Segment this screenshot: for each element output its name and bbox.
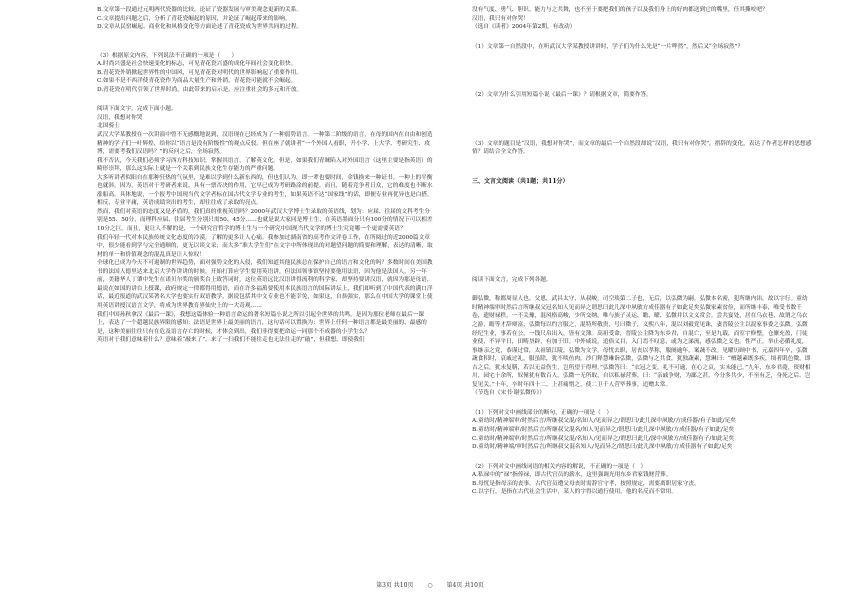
right-page-number: 第4页 共10页 [446, 582, 484, 589]
classical-text: 御弘微，称都周显人也。父恩，武昌太守，从叔峻，司空琰第二子也，无后，以弘微为嗣。弘微本名密，犯所继内讳，故以字行。童幼时精神端审时然后言所继叔父冠名知人见而异之谓思曰此儿深中夙敏方成佳器有子如此足矣弘微家素贫俭，而所继丰泰，唯受书数千卷，遗财禄秩，一不关豫，混风格高峻，少所交纳，唯与族子灵运、瞻、曜、弘微并以文义赏会。尝共宴处，居在乌衣巷，故谓之乌衣之游，瞻等才辞辩富，弘微每以约言服之，混特所敬贵，号曰微子，义熙八年，混以刘毅党见诛，妻晋陵公主以混家事委之弘微。弘微经纪生业，事若在公，一钱尺帛出入，皆有文簿。高祖受命，晋陵公主降为东乡君，自混亡，至是九载，而室宇修整，仓廪充盈，门徒业使，不异平日，田畴垦辟，有加于旧。中外咸说，追俗义目，入门焉不叹息，或为之涕流，感弘微之义也。性严正，举止必循礼度，事继亲之党，恭谨过常，太祖镇江陵，弘微为文学。母忧去职，居丧以孝称，服阕逾年，案蔬不改。见曜历顾中书，元嘉四年卒，弘微蔬食积时，哀戚过礼，服虽除，犹不啖鱼肉。沙门释慧琳诣弘微，弘微与之共食，犹独蔬素，慧琳曰：“檀越素既多疾，顷者肌色微，即吉之后，犹未复膳，若以无益伤生，岂所望于得理。”弘微答曰：“衣冠之变，礼不可逾，在心之哀，实未能已。”九年，东乡君薨，资财相川，园宅十余所，奴僮犹有数百人。弘微一无所取，自以私禄营葬。曰：“亲戚争财，为鄙之甚，今分多共少，不至有乏，身死之后，岂复见关。”十年，卒时年四十二。上甚痛惜之，使二卫千人营毕葬事，追赠太常。 [472, 296, 811, 388]
page-footer [0, 580, 860, 589]
classical-q1-option-d: D.童幼时/精神端/审时然后言/所继叔父混名知人/见而异之/谓思曰/此儿深中夙敏/方成佳器有子如此/足矣 [472, 444, 733, 451]
story-paragraph: 我们年轻一代对本民族传统文化态度的冷漠，了解的更多让人心痛。我参加过湖南省的高考作文评卷工作，在所阅过的近2000篇文章中，很少能看到学与完全通顺的，更无以谈文采；而大多“准大学生们”在文字中所体现出的对题望问题的简要和理解，表达的清晰，取材的单一和价值观念的混乱真是让人惊叹！ [97, 234, 433, 258]
option-d: D.文章从民窑崛起、商业化和风格变化等方面论述了青花瓷成为世界共同的过程。 [97, 24, 303, 31]
option-b: B.文章第一段通过元明两代瓷器的比较，论证了瓷器发展与审美观念更新的关系。 [97, 7, 303, 13]
q3-option-d: D.青花瓷在明代引领了世界时尚，由此带来的启示是，应注重社会的多元和开放。 [97, 86, 303, 93]
story-paragraph: 我不否认，今天我们必须学习西方科技知识，掌握其语言，了解英文化。但是，如果我们青睐陷入对外国语言（这里主要是指英语）的畸形崇拜，那么这实际上就是一个关系到民族文化生存能力的严重问题。 [97, 157, 433, 173]
classical-q1-option-c: C.童幼时/精神端审/时然后言/所继叔父混/名知人/见而异之/谓思曰此儿/深中夙敏方/成佳器有子/如此足矣 [472, 435, 735, 442]
story-paragraph: 我们中国孙秋拿汉《最后一课》，我想这篇体验一种语言命运的著名短篇小说之所以引起全世界的共鸣，是因为那位老师在最后一课上，表达了一个超越民族界限的感知：法语是世界上最美丽的语言，这句话可以置换为：世界上任何一种语言都是最美丽的、最感的是，这种美丽往往只有在危及语言存亡的时候，才体会到出，我们非得要把命运一同那个不成器的小学生么？ [97, 311, 427, 335]
story-end: 汉语，我只有对你哭！ [472, 15, 529, 22]
classical-q2-option-a: A.私禄中的“禄”指俸禄，即古代官员的薪水，这里强调光用东乡君家钱财营葬。 [472, 472, 672, 479]
classical-q1-option-b: B.童幼时/精神端审/时然后言/所继叔父混名/知人见而异之/谓思曰/此儿深中夙敏/方成佳器/有子如此/足矣 [472, 427, 735, 434]
left-page-number: 第3页 共10页 [376, 582, 414, 589]
q3-stem: （3）根据原文内容，下列说法不正确的一项是（ ） [97, 52, 238, 59]
reading-intro: 阅读下面文字，完成下面小题。 [97, 106, 177, 113]
story-paragraph: 全球化已成为今天不可遏制的世界趋势，面对强势文化的入侵，我们知道其他民族总在保护自己的语言和文化的吗？多数时间在美国教书的法国人德里达来北京大学作讲讲的时候，开始打算应学生要用英语讲，但法国领事馆坚持要他用法语，因为他是法国人，另一年前，美籍华人丁肇中先生在诺贝尔奖的颁奖台上致答词时，这位英语远比汉语讲得流利的科学家，却坚持要讲汉语，就因为那是母语，最说在如国的讲台上授课，政府规定一律都得用德语，而在许多福萬要使用本民族语言的国际讲坛上，我们却听到了中国代表的满口洋话，最近报道的武汉某著名大学也要实行双语教学，据说包括其中文专业也不能幸免，如果这，自恭强实，那么在中国大学的课堂上使用英语讲授汉语言文学，将成为世界教育界仙史上的一大奇观…… [97, 260, 433, 309]
option-c: C.文章提出问题之后，分析了青花瓷崛起的原因，并论证了崛起带来的影响。 [97, 15, 291, 22]
page-divider-circle: ○ [427, 582, 433, 589]
question-2: （2）文章为什么引用短篇小说《最后一课》？请根据文章，简要作答。 [472, 92, 652, 99]
classical-intro: 阅读下面文言，完成下列各题。 [472, 276, 552, 283]
classical-q2-option-b: B.母忧是指母亲的丧事，古代官员遭父母丧时需辞官守孝，按照规定，需要离职居家守丧。 [472, 480, 700, 487]
classical-q2-stem: （2）下列对文中画线词语的相关内容的解说，不正确的一项是（ ） [472, 463, 647, 470]
story-paragraph: 然而，我们对英语的态度又是矛盾的，我们真的重视英语吗？2000年武汉大学博士生录取的英语线，划为：应届、往届的文科考生分别是55、50分，而理科应届、往届考生分别只需50、45分……也就是说大家同是博士生，在英语墨面分只有100分的情况下可以相差10分之巨。而且，更让人不解的是，一个研究宫哲学的博士生与一个研究中国现当代文学的博士生究竟哪一个更需要英语？ [97, 208, 433, 233]
classical-q1-option-a: A.童幼时/精神端审/时然后言/所继叔父混/名知人/见而异之/谓思曰/此儿深中夙敏/方成佳器/有子如此/足矣 [472, 418, 736, 425]
source-note: （选自《读者》2004年第2期，有改动） [472, 24, 576, 31]
section-title: 三、文言文阅读（共1题；共11分） [472, 177, 569, 185]
q3-option-b: B.青花瓷外销掀起世界性的中国风，可见青花瓷对明代的世界影响起了重要作用。 [97, 69, 303, 76]
classical-q1-stem: （1）下列对文中画线部分的断句，正确的一项是（ ） [472, 409, 613, 416]
story-paragraph: 大多听讲者似阳自在那种狂热的气氛里，是难以学到什么新东西的，但也们认为，即一辈也要时间，金钱换来一种证书。一种上的平衡也就斜。因为，英语对于考研者来说，具有一票否决的作用，它早已成为考研路涂的前提。而且，随着竞争者日众，它的难度也不断水涨船高。具体地说，一个报考中国现当代文学者标在国古代文学专业的考生，如果英语不达“国家线”的话，即便专业再优异也是白搭。相反，专业平庸，英语成绩突出的考生，却往往成了录取的亮点。 [97, 174, 433, 207]
q3-option-c: C.如果不是不西洋使青花瓷作为商品大量生产和外销，青花瓷可能就不会崛起。 [97, 78, 297, 85]
story-continued: 没有气度、勇气、胆识、能力与之共舞，也不至于要把我们的孩子以及我们身上的好肉都送到它的嘴里，任其撕咬吧？ [472, 7, 768, 13]
question-1: （1）文章第一自然段中，在听武汉大学某教授讲讲时，学子们为什么先是“一片哗然”，然后又“全场寂然”？ [472, 43, 744, 50]
question-3: （3）文章的题目是“汉语，我想对你哭”，而文章的最后一个自然段却说“汉语，我只有对你哭”，措辞的变化，表达了作者怎样的思想感情？请结合全文作答。 [472, 140, 812, 156]
q3-option-a: A.时尚兴盛是社会快速变化的标志，可见青花瓷兴盛的成化年间社会变化很快。 [97, 61, 297, 68]
classical-q2-option-c: C.以字行，是指在古代社会生活中，某人的字得以通行使用，他的名反而不常用。 [472, 489, 678, 496]
story-paragraph: 武汉大学某教授在一次讲演中曾不无感慨地说到，汉语现在已经成为了一种弱势语言。一种第二阶级的语言，在母的国内在自由和创造精神的学子们一叶辉煌，给你以“语言是没有阶级性”的观点反驳。但在座了就讲者“一个外国人看职，升小学、上大学、考研究生、攻博，需要考我们汉语吗？”的反问之后，全场寂然。 [97, 132, 433, 156]
right-column [472, 6, 812, 497]
left-column [97, 6, 435, 345]
story-author: 北国骑士 [97, 123, 120, 130]
classical-source: （节选自《宋书·谢弘微传》） [472, 390, 545, 397]
story-paragraph: 英语对于我们意味着什么？意味着“敲来了”。来了一扫我们不能往走也无法往走的“敲”，但我想，即使我们 [97, 337, 365, 344]
story-title: 汉语，我想对你哭 [97, 114, 143, 121]
